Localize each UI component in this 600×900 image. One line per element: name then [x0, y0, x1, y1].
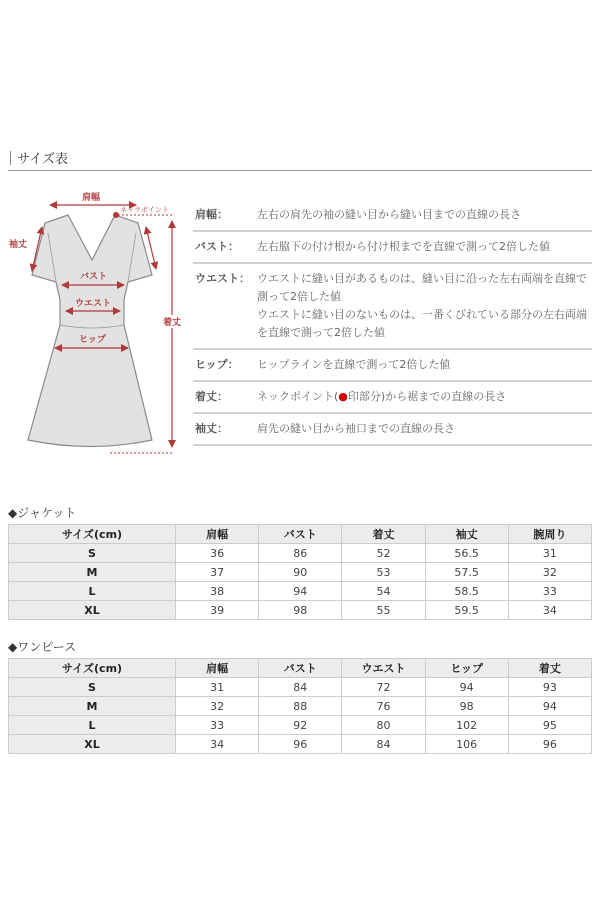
page-title: サイズ表 — [17, 152, 68, 167]
definition-term: ウエスト： — [195, 272, 250, 285]
definition-sleeve — [193, 414, 592, 446]
definition-term: ヒップ： — [195, 358, 239, 371]
table-cell: 31 — [508, 544, 591, 563]
table-cell: 86 — [259, 544, 342, 563]
size-cell: S — [9, 544, 176, 563]
definition-term: 袖丈： — [195, 422, 228, 435]
label-waist: ウエスト — [75, 299, 112, 309]
table-cell: 31 — [176, 678, 259, 697]
column-header: 肩幅 — [176, 659, 259, 678]
column-header: サイズ(cm) — [9, 525, 176, 544]
column-header: 着丈 — [342, 525, 425, 544]
column-header: サイズ(cm) — [9, 659, 176, 678]
size-cell: L — [9, 716, 176, 735]
table-cell: 88 — [259, 697, 342, 716]
table-row — [9, 697, 592, 716]
size-cell: L — [9, 582, 176, 601]
column-header: ウエスト — [342, 659, 425, 678]
table-cell: 90 — [259, 563, 342, 582]
label-shoulder: 肩幅 — [82, 193, 101, 203]
table-header-row — [9, 525, 592, 544]
jacket-size-table-block — [8, 505, 593, 620]
table-cell: 102 — [425, 716, 508, 735]
definition-length — [193, 382, 592, 414]
onepiece-size-table-block — [8, 639, 593, 754]
table-cell: 36 — [176, 544, 259, 563]
table-cell: 94 — [259, 582, 342, 601]
table-cell: 39 — [176, 601, 259, 620]
table-cell: 55 — [342, 601, 425, 620]
table-row — [9, 601, 592, 620]
table-cell: 106 — [425, 735, 508, 754]
definition-text-post: 印部分)から裾までの直線の長さ — [347, 390, 507, 403]
definition-term: バスト： — [195, 240, 239, 253]
onepiece-size-table — [8, 658, 592, 754]
table-cell: 95 — [508, 716, 591, 735]
table-cell: 84 — [342, 735, 425, 754]
table-cell: 94 — [425, 678, 508, 697]
table-cell: 84 — [259, 678, 342, 697]
size-cell: M — [9, 563, 176, 582]
label-bust: バスト — [80, 272, 108, 282]
table-row — [9, 544, 592, 563]
red-dot-icon: ● — [338, 390, 348, 403]
column-header: バスト — [259, 525, 342, 544]
definition-bust — [193, 232, 592, 264]
definition-text — [257, 388, 506, 406]
table-row — [9, 735, 592, 754]
table-cell: 52 — [342, 544, 425, 563]
table-cell: 33 — [508, 582, 591, 601]
table-row — [9, 716, 592, 735]
definition-hip — [193, 350, 592, 382]
table-cell: 98 — [259, 601, 342, 620]
definition-text: 左右脇下の付け根から付け根までを直線で測って2倍した値 — [257, 240, 550, 253]
definition-waist — [193, 264, 592, 350]
size-cell: XL — [9, 735, 176, 754]
table-cell: 32 — [508, 563, 591, 582]
table-cell: 53 — [342, 563, 425, 582]
table-cell: 34 — [176, 735, 259, 754]
table-cell: 37 — [176, 563, 259, 582]
table-row — [9, 678, 592, 697]
table-cell: 76 — [342, 697, 425, 716]
definition-text: 肩先の縫い目から袖口までの直線の長さ — [257, 422, 455, 435]
column-header: 腕周り — [508, 525, 591, 544]
table-cell: 96 — [259, 735, 342, 754]
size-cell: XL — [9, 601, 176, 620]
column-header: 袖丈 — [425, 525, 508, 544]
definition-text: ヒップラインを直線で測って2倍した値 — [257, 358, 451, 371]
table-cell: 92 — [259, 716, 342, 735]
table-row — [9, 582, 592, 601]
label-length: 着丈 — [163, 315, 181, 328]
table-cell: 38 — [176, 582, 259, 601]
column-header: バスト — [259, 659, 342, 678]
size-cell: S — [9, 678, 176, 697]
measurement-definitions — [193, 200, 592, 446]
section-header — [8, 145, 592, 171]
definition-term: 肩幅： — [195, 208, 228, 221]
column-header: ヒップ — [425, 659, 508, 678]
table-row — [9, 563, 592, 582]
table-cell: 72 — [342, 678, 425, 697]
label-neck-point: ネックポイント — [120, 206, 169, 214]
table-cell: 34 — [508, 601, 591, 620]
table-cell: 58.5 — [425, 582, 508, 601]
table-cell: 96 — [508, 735, 591, 754]
table-cell: 54 — [342, 582, 425, 601]
column-header: 肩幅 — [176, 525, 259, 544]
table-cell: 33 — [176, 716, 259, 735]
table-cell: 98 — [425, 697, 508, 716]
table-cell: 80 — [342, 716, 425, 735]
definition-shoulder — [193, 200, 592, 232]
header-bar-decoration — [10, 151, 11, 165]
table-cell: 32 — [176, 697, 259, 716]
definition-text: ウエストに縫い目があるものは、縫い目に沿った左右両端を直線で測って2倍した値 — [257, 272, 587, 303]
definition-text: ウエストに縫い目のないものは、一番くびれている部分の左右両端を直線で測って2倍した値 — [257, 308, 587, 339]
table-cell: 57.5 — [425, 563, 508, 582]
jacket-table-title: ◆ジャケット — [8, 506, 77, 520]
label-sleeve: 袖丈 — [9, 240, 28, 250]
definition-text-pre: ネックポイント( — [257, 390, 339, 403]
column-header: 着丈 — [508, 659, 591, 678]
table-header-row — [9, 659, 592, 678]
onepiece-table-title: ◆ワンピース — [8, 640, 77, 654]
table-cell: 56.5 — [425, 544, 508, 563]
label-hip: ヒップ — [79, 335, 106, 345]
table-cell: 94 — [508, 697, 591, 716]
definition-text: 左右の肩先の袖の縫い目から縫い目までの直線の長さ — [257, 208, 521, 221]
table-cell: 59.5 — [425, 601, 508, 620]
table-cell: 93 — [508, 678, 591, 697]
size-cell: M — [9, 697, 176, 716]
definition-term: 着丈： — [195, 390, 228, 403]
dress-measurement-diagram — [0, 185, 195, 465]
jacket-size-table — [8, 524, 592, 620]
